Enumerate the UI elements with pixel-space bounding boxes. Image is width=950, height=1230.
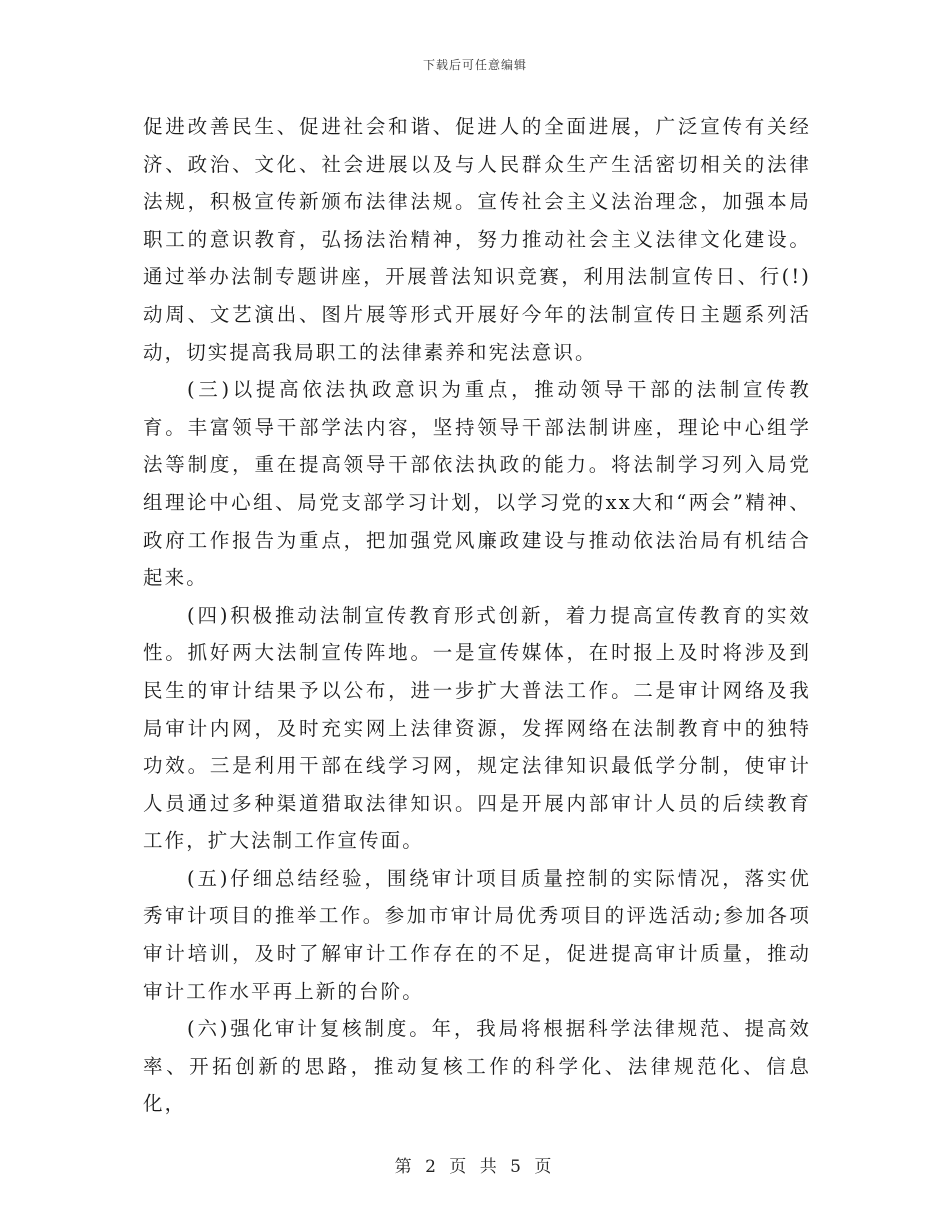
page-header: 下载后可任意编辑 [422, 58, 527, 72]
paragraph-5: (六)强化审计复核制度。年，我局将根据科学法律规范、提高效率、开拓创新的思路，推动复核工作的科学化、法律规范化、信息化， [143, 1017, 811, 1116]
paragraph-2: (三)以提高依法执政意识为重点，推动领导干部的法制宣传教育。丰富领导干部学法内容，坚持领导干部法制讲座，理论中心组学法等制度，重在提高领导干部依法执政的能力。将法制学习列入局党组理论中心组、局党支部学习计划，以学习党的xx大和“两会”精神、政府工作报告为重点，把加强党风廉政建设与推动依法治局有机结合起来。 [143, 378, 811, 590]
page-number: 第 2 页 共 5 页 [394, 1157, 556, 1177]
document-body [143, 108, 811, 1123]
paragraph-3: (四)积极推动法制宣传教育形式创新，着力提高宣传教育的实效性。抓好两大法制宣传阵地。一是宣传媒体，在时报上及时将涉及到民生的审计结果予以公布，进一步扩大普法工作。二是审计网络及我局审计内网，及时充实网上法律资源，发挥网络在法制教育中的独特功效。三是利用干部在线学习网，规定法律知识最低学分制，使审计人员通过多种渠道猎取法律知识。四是开展内部审计人员的后续教育工作，扩大法制工作宣传面。 [143, 603, 811, 853]
paragraph-4: (五)仔细总结经验，围绕审计项目质量控制的实际情况，落实优秀审计项目的推举工作。参加市审计局优秀项目的评选活动;参加各项审计培训，及时了解审计工作存在的不足，促进提高审计质量，推动审计工作水平再上新的台阶。 [143, 866, 811, 1003]
paragraph-1: 促进改善民生、促进社会和谐、促进人的全面进展，广泛宣传有关经济、政治、文化、社会进展以及与人民群众生产生活密切相关的法律法规，积极宣传新颁布法律法规。宣传社会主义法治理念，加强本局职工的意识教育，弘扬法治精神，努力推动社会主义法律文化建设。通过举办法制专题讲座，开展普法知识竞赛，利用法制宣传日、行(!)动周、文艺演出、图片展等形式开展好今年的法制宣传日主题系列活动，切实提高我局职工的法律素养和宪法意识。 [143, 115, 811, 364]
